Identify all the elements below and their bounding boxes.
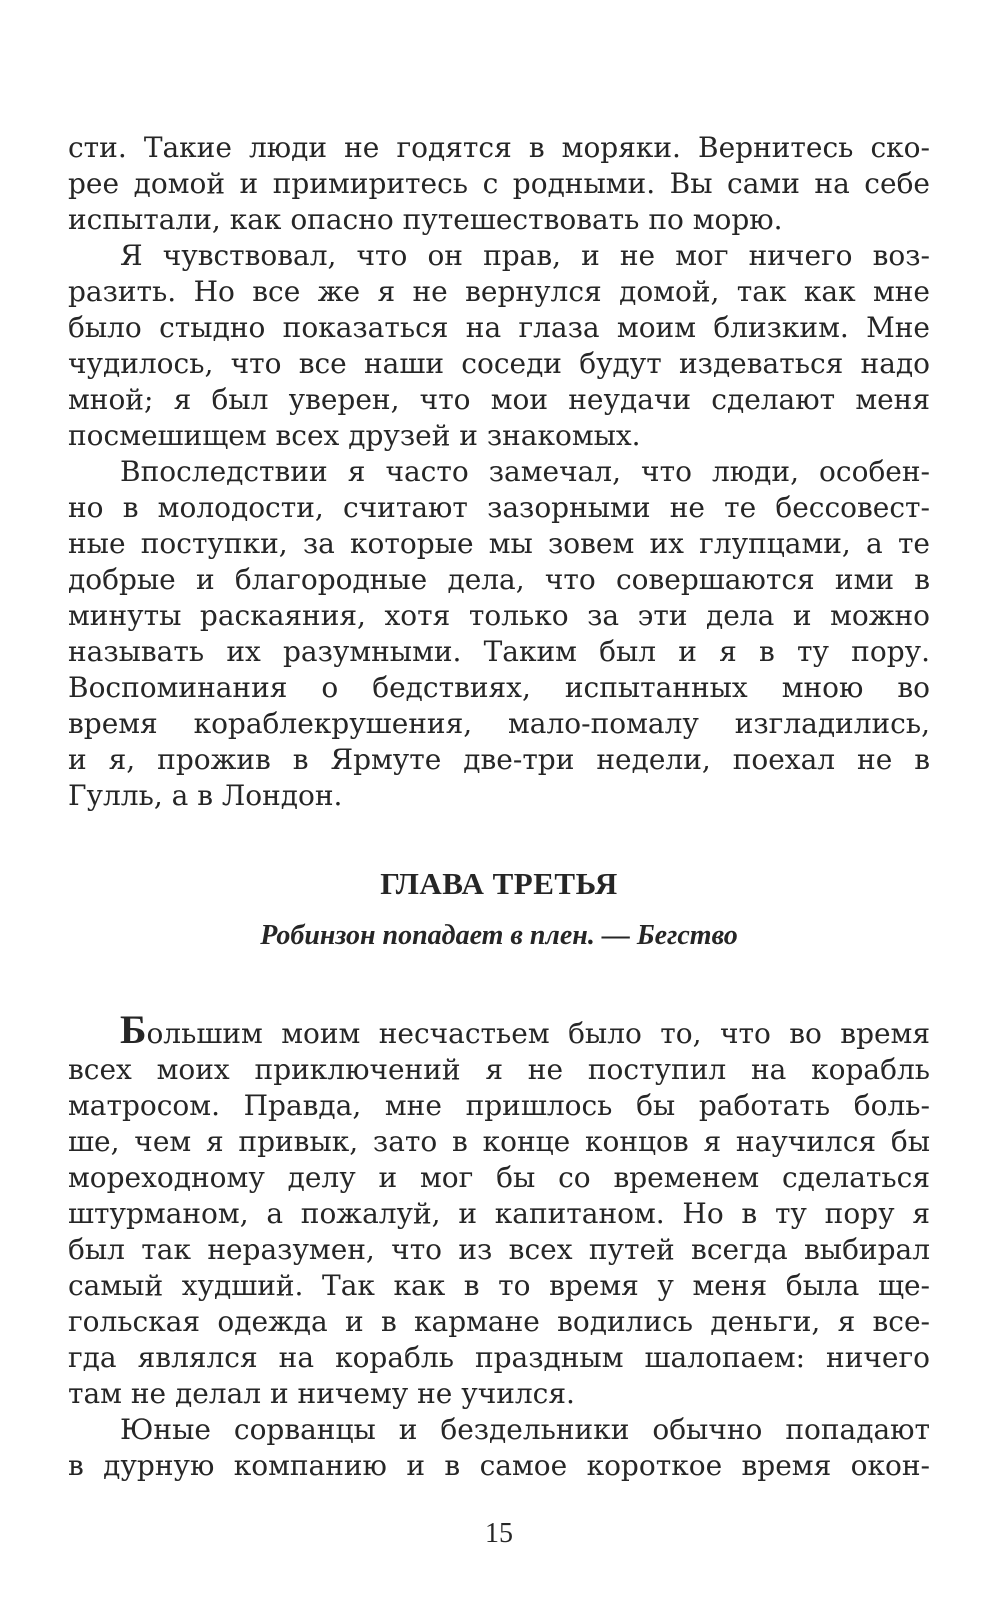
- text-line: но в молодости, считают зазорными не те бессовест-: [68, 491, 930, 524]
- text-line: Я чувствовал, что он прав, и не мог ничего воз-: [120, 239, 930, 272]
- text-line: ше, чем я привык, зато в конце концов я научился бы: [68, 1125, 930, 1158]
- chapter-text: [68, 1007, 930, 1484]
- text-line: разить. Но все же я не вернулся домой, так как мне: [68, 275, 930, 308]
- text-line: время кораблекрушения, мало-помалу изгладились,: [68, 707, 930, 740]
- text-line: Воспоминания о бедствиях, испытанных мною во: [68, 671, 930, 704]
- text-line: называть их разумными. Таким был и я в ту пору.: [68, 635, 930, 668]
- text-line: гда являлся на корабль праздным шалопаем: ничего: [68, 1341, 930, 1374]
- text-line: всех моих приключений я не поступил на корабль: [68, 1053, 930, 1086]
- text-line: мореходному делу и мог бы со временем сделаться: [68, 1161, 930, 1194]
- chapter-subtitle: Робинзон попадает в плен. — Бегство: [260, 920, 738, 951]
- paragraph: [68, 238, 930, 454]
- text-line: добрые и благородные дела, что совершаются ими в: [68, 563, 930, 596]
- text-line: было стыдно показаться на глаза моим близким. Мне: [68, 311, 930, 344]
- text-line: минуты раскаяния, хотя только за эти дела и можно: [68, 599, 930, 632]
- text-line: [68, 1007, 930, 1052]
- text-line: штурманом, а пожалуй, и капитаном. Но в ту пору я: [68, 1197, 930, 1230]
- first-line-text: ольшим моим несчастьем было то, что во время: [146, 1017, 930, 1050]
- text-line: и я, прожив в Ярмуте две-три недели, поехал не в: [68, 743, 930, 776]
- paragraph: [68, 454, 930, 814]
- text-line: в дурную компанию и в самое короткое время окон-: [68, 1449, 930, 1482]
- paragraph: [68, 130, 930, 238]
- text-line: Гулль, а в Лондон.: [68, 779, 343, 812]
- text-line: там не делал и ничему не учился.: [68, 1377, 575, 1410]
- page-number: 15: [485, 1518, 513, 1549]
- text-line: ные поступки, за которые мы зовем их глупцами, а те: [68, 527, 930, 560]
- text-line: матросом. Правда, мне пришлось бы работать боль-: [68, 1089, 930, 1122]
- text-line: посмешищем всех друзей и знакомых.: [68, 419, 641, 452]
- top-text: [68, 130, 930, 814]
- paragraph: [68, 1007, 930, 1412]
- book-page: [68, 130, 930, 1570]
- text-line: мной; я был уверен, что мои неудачи сделают меня: [68, 383, 930, 416]
- chapter-title: ГЛАВА ТРЕТЬЯ: [380, 866, 618, 901]
- text-line: рее домой и примиритесь с родными. Вы сами на себе: [68, 167, 930, 200]
- text-line: испытали, как опасно путешествовать по морю.: [68, 203, 783, 236]
- paragraph: [68, 1412, 930, 1484]
- text-line: гольская одежда и в кармане водились деньги, я все-: [68, 1305, 930, 1338]
- text-line: был так неразумен, что из всех путей всегда выбирал: [68, 1233, 930, 1266]
- text-line: Юные сорванцы и бездельники обычно попадают: [120, 1413, 930, 1446]
- drop-cap-letter: Б: [120, 1007, 147, 1052]
- text-line: Впоследствии я часто замечал, что люди, особен-: [120, 455, 930, 488]
- text-line: сти. Такие люди не годятся в моряки. Вернитесь ско-: [68, 131, 930, 164]
- text-line: самый худший. Так как в то время у меня была ще-: [68, 1269, 930, 1302]
- text-line: чудилось, что все наши соседи будут издеваться надо: [68, 347, 930, 380]
